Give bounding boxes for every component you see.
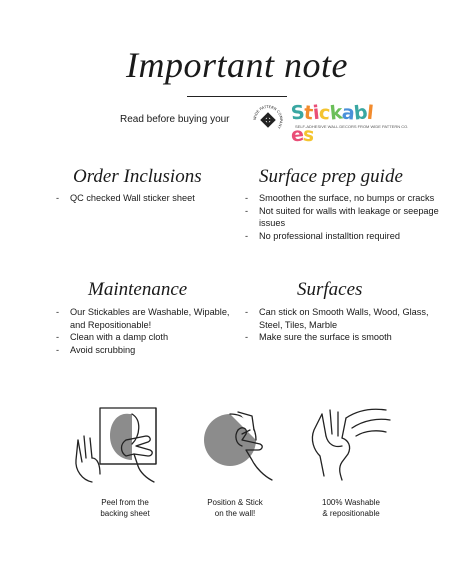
svg-text:WIDE PATTERN COMPANY: WIDE PATTERN COMPANY — [252, 104, 284, 130]
read-before-text: Read before buying your — [120, 114, 230, 125]
list-item: - Not suited for walls with leakage or seepage issues — [241, 205, 441, 230]
list-item: - Avoid scrubbing — [52, 344, 232, 357]
stick-caption: Position & Stick on the wall! — [207, 498, 263, 518]
brand-tagline: SELF-ADHESIVE WALL DECORS FROM WIDE PATTERN CO. — [295, 124, 409, 129]
list-item: - Clean with a damp cloth — [52, 331, 232, 344]
surfaces-heading: Surfaces — [297, 279, 363, 300]
surface-prep-heading: Surface prep guide — [259, 166, 403, 187]
stick-hand-icon — [180, 400, 290, 490]
maintenance-heading: Maintenance — [88, 279, 188, 300]
list-item: - Our Stickables are Washable, Wipable, and Repositionable! — [52, 306, 232, 331]
page-title: Important note — [126, 45, 348, 85]
list-item: - QC checked Wall sticker sheet — [52, 192, 232, 205]
wide-pattern-badge-icon — [252, 104, 284, 136]
wash-caption: 100% Washable & repositionable — [322, 498, 380, 518]
peel-hand-icon — [70, 400, 180, 490]
wipe-hand-icon — [296, 400, 406, 490]
order-inclusions-heading: Order Inclusions — [73, 166, 202, 187]
list-item: - No professional installtion required — [241, 230, 441, 243]
order-inclusions-list — [52, 192, 232, 205]
list-item: - Smoothen the surface, no bumps or cracks — [241, 192, 441, 205]
surface-prep-list — [241, 192, 441, 242]
maintenance-list — [52, 306, 232, 356]
list-item: - Can stick on Smooth Walls, Wood, Glass, Steel, Tiles, Marble — [241, 306, 441, 331]
peel-caption: Peel from the backing sheet — [100, 498, 150, 518]
title-divider — [187, 96, 287, 97]
surfaces-list — [241, 306, 441, 344]
brand-name: Stickables — [289, 101, 375, 147]
list-item: - Make sure the surface is smooth — [241, 331, 441, 344]
stickables-logo — [289, 100, 409, 147]
